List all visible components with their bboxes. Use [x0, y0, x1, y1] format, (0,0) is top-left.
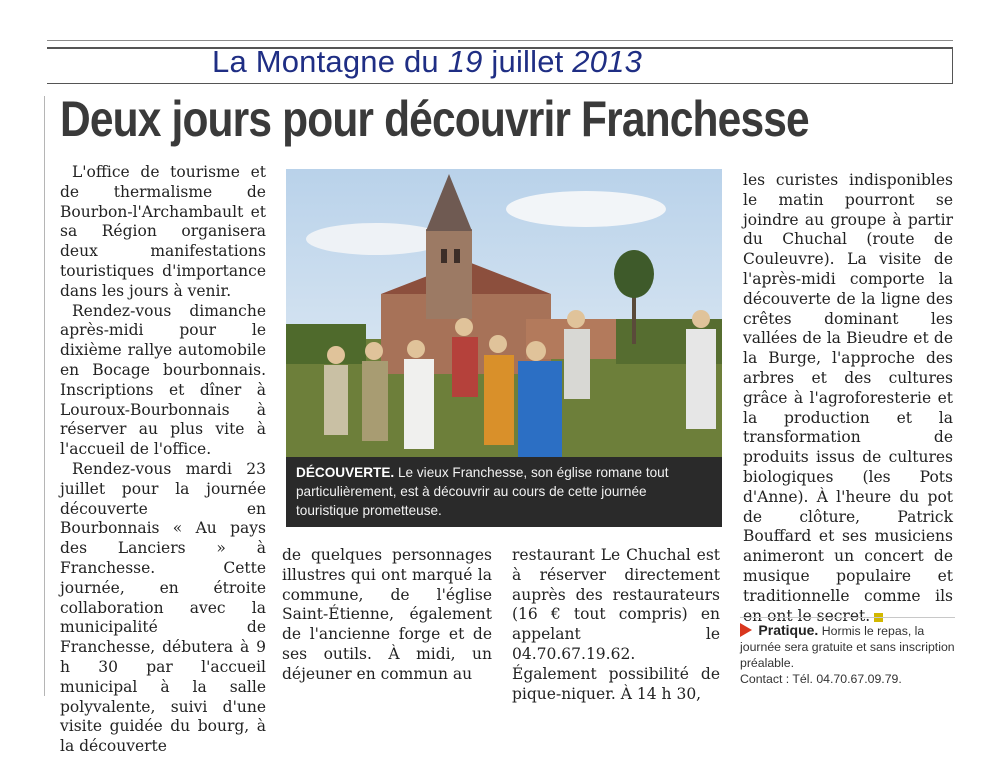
article-column-4	[743, 171, 953, 626]
masthead	[212, 44, 642, 80]
paragraph-col4	[743, 171, 953, 626]
masthead-day: 19	[447, 44, 483, 79]
paragraph-col3: restaurant Le Chuchal est à réserver directement auprès des restaurateurs (16 € tout compris) en appelant le 04.70.67.19.62. Également possibilité de pique-niquer. À 14 h 30,	[512, 546, 720, 703]
masthead-month: juillet	[491, 44, 564, 79]
church-photo	[286, 169, 722, 457]
paragraph-intro: L'office de tourisme et de thermalisme de Bourbon-l'Archambault et sa Région organisera deux manifestations touristiques d'importance dans les jours à venir.	[60, 163, 266, 300]
article-column-1	[60, 163, 266, 757]
top-rule	[47, 40, 953, 41]
article-headline: Deux jours pour découvrir Franchesse	[60, 91, 809, 147]
paragraph-rallye: Rendez-vous dimanche après-midi pour le dixième rallye automobile en Bocage bourbonnais. Inscriptions et dîner à Louroux-Bourbonnais à réserver au plus vite à l'accueil de l'office.	[60, 301, 266, 459]
pratique-box	[740, 617, 955, 687]
pratique-label: Pratique.	[758, 622, 819, 638]
article-column-3	[512, 546, 720, 704]
masthead-year: 2013	[572, 44, 643, 79]
pratique-contact: Contact : Tél. 04.70.67.09.79.	[740, 672, 902, 686]
arrow-icon	[740, 623, 752, 637]
caption-text: Le vieux Franchesse, son église romane tout particulièrement, est à découvrir au cours de cette journée touristique prometteuse.	[296, 465, 669, 518]
pratique-text: Hormis le repas, la journée sera gratuite et sans inscription préalable.	[740, 624, 955, 670]
paragraph-col2: de quelques personnages illustres qui ont marqué la commune, de l'église Saint-Étienne, également de l'ancienne forge et de ses outils. À midi, un déjeuner en commun au	[282, 546, 492, 683]
paragraph-journee: Rendez-vous mardi 23 juillet pour la journée découverte en Bourbonnais « Au pays des Lanciers » à Franchesse. Cette journée, en étroite collaboration avec la municipalité de Franchesse, débutera à 9 h 30 par l'accueil municipal à la salle polyvalente, suivi d'une visite guidée du bourg, à la découverte	[60, 459, 266, 756]
church-photo-illustration	[286, 169, 722, 457]
left-margin-rule	[44, 96, 45, 696]
caption-lead: DÉCOUVERTE.	[296, 465, 395, 480]
paragraph-col4-text: les curistes indisponibles le matin pourront se joindre au groupe à partir du Chuchal (route de Couleuvre). La visite de l'après-midi comporte la découverte de la ligne des crêtes dominant les vallées de la Bieudre et de la Burge, l'approche des arbres et des cultures grâce à l'agroforesterie et la production et la transformation de produits issus de cultures biologiques (les Pots d'Anne). À l'heure du pot de clôture, Patrick Bouffard et ses musiciens animeront un concert de musique populaire et traditionnelle comme ils en ont le secret.	[743, 171, 953, 625]
article-column-2	[282, 546, 492, 685]
photo-caption	[286, 457, 722, 527]
masthead-prefix: La Montagne du	[212, 44, 439, 79]
